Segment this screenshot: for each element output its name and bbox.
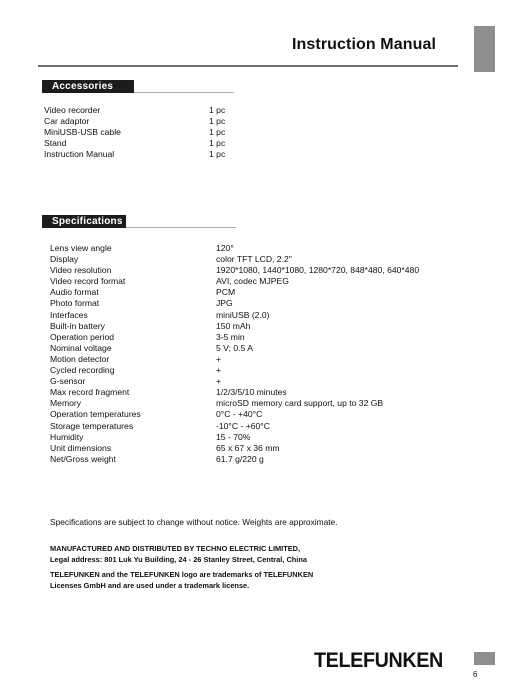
spec-value: miniUSB (2.0)	[216, 309, 270, 320]
spec-name: Net/Gross weight	[50, 453, 116, 464]
accessory-name: Instruction Manual	[44, 149, 115, 159]
spec-name: Cycled recording	[50, 365, 115, 376]
spec-name: Unit dimensions	[50, 442, 112, 453]
spec-value: 150 mAh	[216, 320, 251, 331]
telefunken-logo: TELEFUNKEN	[314, 649, 443, 672]
spec-value: 1920*1080, 1440*1080, 1280*720, 848*480, 640*480	[216, 265, 420, 276]
spec-value: 5 V; 0.5 A	[216, 342, 253, 353]
spec-name: Memory	[50, 398, 82, 409]
spec-name: Lens view angle	[50, 243, 112, 253]
spec-name: Display	[50, 254, 79, 265]
accessory-quantity: 1 pc	[209, 149, 226, 159]
license-line: Licenses GmbH and are used under a trademark license.	[50, 581, 250, 590]
accessory-quantity: 1 pc	[209, 138, 226, 148]
spec-name: G-sensor	[50, 376, 86, 387]
specifications-heading: Specifications	[42, 215, 126, 228]
spec-name: Video resolution	[50, 265, 112, 276]
manufacturer-line: MANUFACTURED AND DISTRIBUTED BY TECHNO ELECTRIC LIMITED,	[50, 544, 301, 553]
accessory-name: MiniUSB-USB cable	[44, 127, 121, 137]
spec-name: Operation period	[50, 331, 115, 342]
spec-value: color TFT LCD, 2.2"	[216, 254, 292, 265]
spec-name: Video record format	[50, 276, 126, 287]
trademark-line: TELEFUNKEN and the TELEFUNKEN logo are trademarks of TELEFUNKEN	[50, 570, 314, 579]
spec-value: +	[216, 376, 222, 387]
spec-value: +	[216, 365, 222, 376]
accessory-name: Stand	[44, 138, 67, 148]
specifications-heading-rule	[126, 227, 236, 228]
header-divider	[38, 65, 458, 67]
legal-address-line: Legal address: 801 Luk Yu Building, 24 - 26 Stanley Street, Central, China	[50, 555, 307, 564]
page-tab-marker	[474, 652, 495, 665]
spec-value: 1/2/3/5/10 minutes	[216, 387, 287, 398]
spec-value: 0°C - +40°C	[216, 409, 263, 420]
spec-value: JPG	[216, 298, 233, 309]
spec-value: 15 - 70%	[216, 431, 251, 442]
spec-value: PCM	[216, 287, 236, 298]
spec-name: Max record fragment	[50, 387, 130, 398]
change-notice: Specifications are subject to change without notice. Weights are approximate.	[50, 517, 338, 527]
accessory-quantity: 1 pc	[209, 105, 226, 115]
accessories-heading: Accessories	[42, 80, 134, 93]
spec-value: +	[216, 353, 222, 364]
spec-name: Motion detector	[50, 353, 110, 364]
spec-name: Interfaces	[50, 309, 88, 320]
spec-value: 120°	[216, 243, 234, 253]
spec-name: Built-in battery	[50, 320, 105, 331]
spec-name: Audio format	[50, 287, 99, 298]
spec-name: Humidity	[50, 431, 84, 442]
page-title: Instruction Manual	[291, 36, 436, 53]
spec-value: 61.7 g/220 g	[216, 453, 264, 464]
side-tab-marker	[474, 26, 495, 72]
spec-name: Nominal voltage	[50, 342, 112, 353]
spec-value: 65 x 67 x 36 mm	[216, 442, 280, 453]
spec-name: Operation temperatures	[50, 409, 141, 420]
spec-value: microSD memory card support, up to 32 GB	[216, 398, 384, 409]
spec-value: AVI, codec MJPEG	[216, 276, 289, 287]
spec-value: -10°C - +60°C	[216, 420, 270, 431]
page-number: 6	[473, 670, 478, 679]
accessories-heading-rule	[134, 92, 234, 93]
accessory-name: Video recorder	[44, 105, 101, 115]
spec-name: Photo format	[50, 298, 100, 309]
accessory-quantity: 1 pc	[209, 127, 226, 137]
spec-value: 3-5 min	[216, 331, 245, 342]
accessory-quantity: 1 pc	[209, 116, 226, 126]
spec-name: Storage temperatures	[50, 420, 134, 431]
accessory-name: Car adaptor	[44, 116, 90, 126]
